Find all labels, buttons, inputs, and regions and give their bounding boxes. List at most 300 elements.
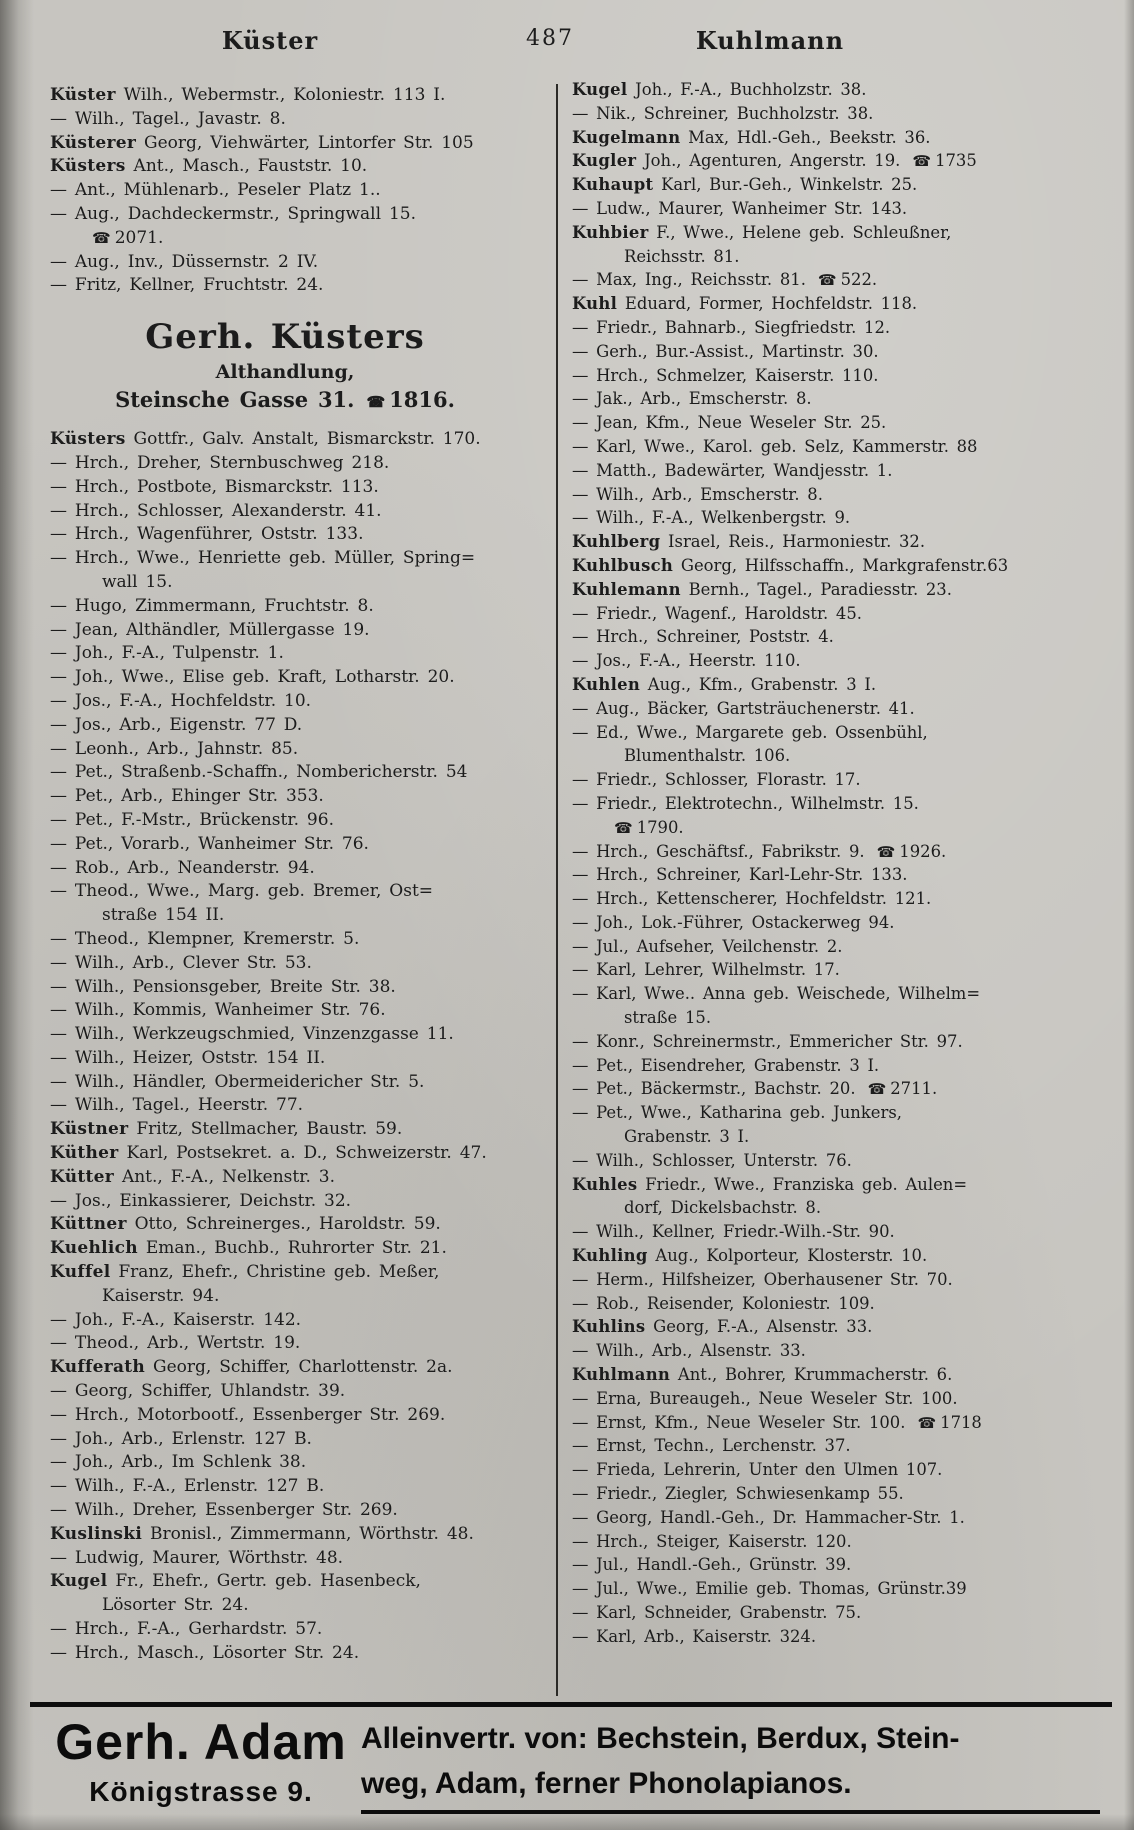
entry-text: F., Wwe., Helene geb. Schleußner, (648, 222, 952, 242)
directory-entry-line (572, 768, 1012, 792)
entry-text: Otto, Schreinerges., Haroldstr. 59. (126, 1214, 441, 1235)
entry-text: Eman., Buchb., Ruhrorter Str. 21. (137, 1238, 447, 1259)
entry-text: Karl, Bur.-Geh., Winkelstr. 25. (653, 175, 918, 195)
directory-entry-line (572, 911, 1012, 935)
directory-entry-line (50, 1547, 520, 1571)
directory-entry-line (50, 1428, 520, 1452)
directory-entry-line (50, 132, 520, 156)
entry-text: — Wilh., Händler, Obermeidericher Str. 5. (50, 1071, 425, 1092)
entry-text: — Hrch., Wwe., Henriette geb. Müller, Spring= (50, 548, 476, 569)
directory-entry-line (572, 221, 1012, 245)
entry-text: — Rob., Arb., Neanderstr. 94. (50, 857, 315, 878)
entry-text: — Ant., Mühlenarb., Peseler Platz 1.. (50, 180, 381, 201)
directory-entry-line (50, 1047, 520, 1071)
column-right (572, 78, 1012, 1649)
entry-text: — Leonh., Arb., Jahnstr. 85. (50, 738, 299, 759)
directory-entry-line (50, 857, 520, 881)
directory-entry-line (50, 642, 520, 666)
entry-text: Fr., Ehefr., Gertr. geb. Hasenbeck, (107, 1571, 421, 1592)
directory-entry-line (50, 428, 520, 452)
header-keyword-left: Küster (221, 26, 319, 55)
entry-text: — Jos., Einkassierer, Deichstr. 32. (50, 1190, 352, 1211)
entry-text: — Hrch., Wagenführer, Oststr. 133. (50, 524, 364, 545)
entry-text: — Hrch., Geschäftsf., Fabrikstr. 9. (572, 841, 865, 861)
entry-text: Max, Hdl.-Geh., Beekstr. 36. (680, 127, 931, 147)
entry-text: Lösorter Str. 24. (102, 1595, 249, 1616)
entry-text: — Hugo, Zimmermann, Fruchtstr. 8. (50, 595, 374, 616)
directory-entry-line (572, 126, 1012, 150)
directory-entry-line (572, 1411, 1012, 1435)
header-keyword-right: Kuhlmann (695, 26, 845, 55)
directory-entry-line (50, 84, 520, 108)
entry-surname: Küttner (50, 1214, 127, 1235)
entry-text: — Pet., Vorarb., Wanheimer Str. 76. (50, 833, 369, 854)
entry-text: — Jos., Arb., Eigenstr. 77 D. (50, 714, 303, 735)
entry-text: — Friedr., Schlosser, Florastr. 17. (572, 770, 861, 790)
entry-text: — Hrch., Steiger, Kaiserstr. 120. (572, 1531, 852, 1551)
entry-surname: Kuslinski (50, 1523, 143, 1544)
directory-entry-line (50, 1523, 520, 1547)
entry-text: — Jul., Aufseher, Veilchenstr. 2. (572, 936, 843, 956)
entry-text: — Ernst, Techn., Lerchenstr. 37. (572, 1436, 851, 1456)
entry-text: — Karl, Schneider, Grabenstr. 75. (572, 1603, 862, 1622)
entry-text: — Wilh., Dreher, Essenberger Str. 269. (50, 1500, 398, 1521)
entry-text: — Aug., Inv., Düssernstr. 2 IV. (50, 251, 319, 272)
entry-text: — Jean, Althändler, Müllergasse 19. (50, 619, 370, 640)
entry-text: Aug., Kolporteur, Klosterstr. 10. (647, 1246, 928, 1266)
entry-text: — Pet., Bäckermstr., Bachstr. 20. (572, 1079, 856, 1099)
phone-icon: ☎ (912, 152, 932, 171)
entry-text: — Jean, Kfm., Neue Weseler Str. 25. (572, 413, 887, 433)
directory-entry-line (572, 721, 1012, 745)
entry-continuation-line (50, 1594, 520, 1618)
entry-surname: Kuhbier (572, 222, 649, 242)
entry-continuation-line (572, 1006, 1012, 1030)
entry-text: Grabenstr. 3 I. (624, 1127, 750, 1147)
phone-number: ☎ 1735 (912, 151, 977, 171)
directory-entry-line (50, 595, 520, 619)
entry-text: — Hrch., Schmelzer, Kaiserstr. 110. (572, 365, 879, 385)
entry-text: Aug., Kfm., Grabenstr. 3 I. (640, 674, 877, 694)
entry-surname: Kugel (572, 80, 628, 99)
inline-ad-subtitle (50, 359, 520, 385)
entry-text: — Hrch., Schlosser, Alexanderstr. 41. (50, 500, 382, 521)
directory-entry-line (50, 1618, 520, 1642)
entry-text: — Rob., Reisender, Koloniestr. 109. (572, 1293, 875, 1313)
directory-entry-line (50, 1071, 520, 1095)
entry-text: — Wilh., Kommis, Wanheimer Str. 76. (50, 1000, 386, 1021)
entry-text: — Wilh., F.-A., Welkenbergstr. 9. (572, 508, 851, 528)
directory-entry-line (572, 1553, 1012, 1577)
entry-text: — Jul., Handl.-Geh., Grünstr. 39. (572, 1555, 852, 1575)
entry-surname: Kuhlbusch (572, 555, 674, 575)
entry-text: — Nik., Schreiner, Buchholzstr. 38. (572, 103, 874, 123)
column-left (50, 84, 520, 1666)
entry-surname: Küsters (50, 156, 126, 177)
entry-surname: Kütter (50, 1166, 115, 1187)
entry-text: — Wilh., Tagel., Heerstr. 77. (50, 1095, 304, 1116)
entry-surname: Kuhlen (572, 674, 641, 694)
entry-text: Ant., Masch., Fauststr. 10. (125, 156, 368, 177)
phone-icon: ☎ (876, 842, 896, 861)
phone-icon: ☎ (867, 1080, 887, 1099)
entry-text: — Hrch., Kettenscherer, Hochfeldstr. 121. (572, 889, 932, 909)
directory-entry-line (50, 999, 520, 1023)
entry-text: — Karl, Arb., Kaiserstr. 324. (572, 1626, 817, 1646)
entry-text: — Wilh., Schlosser, Unterstr. 76. (572, 1150, 852, 1170)
directory-entry-line (50, 785, 520, 809)
directory-entry-line (50, 476, 520, 500)
directory-entry-line (572, 1077, 1012, 1101)
entry-text: Georg, F.-A., Alsenstr. 33. (645, 1317, 873, 1337)
directory-entry-line (50, 1570, 520, 1594)
phone-number: ☎ 522. (817, 270, 878, 290)
directory-entry-line (572, 1530, 1012, 1554)
entry-continuation-line (572, 744, 1012, 768)
phone-icon: ☎ (366, 393, 386, 412)
entry-text: — Theod., Arb., Wertstr. 19. (50, 1333, 301, 1354)
entry-text: Gottfr., Galv. Anstalt, Bismarckstr. 170. (125, 429, 481, 450)
entry-text: — Ed., Wwe., Margarete geb. Ossenbühl, (572, 722, 928, 742)
page-edge-bottom-shadow (0, 1814, 1134, 1830)
directory-entry-line (50, 809, 520, 833)
entry-surname: Kuhaupt (572, 175, 654, 195)
directory-entry-line (50, 1118, 520, 1142)
entry-surname: Kugler (572, 151, 637, 171)
phone-line (572, 816, 1012, 840)
footer-ad-address: Königstrasse 9. (89, 1776, 313, 1807)
entry-text: Georg, Viehwärter, Lintorfer Str. 105 (136, 132, 474, 153)
entry-text: Bernh., Tagel., Paradiesstr. 23. (680, 579, 952, 599)
footer-ad-left-block (55, 1716, 347, 1814)
entry-surname: Küstner (50, 1119, 129, 1140)
directory-entry-line (572, 840, 1012, 864)
entry-text: Eduard, Former, Hochfeldstr. 118. (617, 294, 918, 314)
directory-entry-line (50, 452, 520, 476)
inline-ad-title (50, 315, 520, 359)
entry-text: Friedr., Wwe., Franziska geb. Aulen= (637, 1174, 968, 1194)
directory-entry-line (572, 1268, 1012, 1292)
phone-line (50, 227, 520, 251)
entry-text: — Friedr., Bahnarb., Siegfriedstr. 12. (572, 317, 891, 337)
entry-text: — Fritz, Kellner, Fruchtstr. 24. (50, 275, 324, 296)
entry-text: — Erna, Bureaugeh., Neue Weseler Str. 100. (572, 1388, 958, 1408)
entry-surname: Kugelmann (572, 127, 681, 147)
entry-continuation-line (572, 1196, 1012, 1220)
entry-text: — Hrch., Postbote, Bismarckstr. 113. (50, 476, 379, 497)
entry-continuation-line (50, 904, 520, 928)
line-spacer (50, 298, 520, 311)
entry-text: — Karl, Lehrer, Wilhelmstr. 17. (572, 960, 840, 980)
directory-entry-line (50, 500, 520, 524)
directory-entry-line (50, 1190, 520, 1214)
directory-entry-line (50, 203, 520, 227)
entry-text: — Hrch., Schreiner, Poststr. 4. (572, 627, 834, 647)
entry-surname: Kuhlins (572, 1317, 646, 1337)
directory-entry-line (572, 340, 1012, 364)
entry-text: — Pet., Wwe., Katharina geb. Junkers, (572, 1103, 902, 1123)
entry-text: — Friedr., Elektrotechn., Wilhelmstr. 15. (572, 793, 919, 813)
directory-entry-line (50, 928, 520, 952)
directory-entry-line (572, 578, 1012, 602)
entry-text: — Theod., Klempner, Kremerstr. 5. (50, 928, 360, 949)
phone-icon: ☎ (817, 271, 837, 290)
entry-text: Fritz, Stellmacher, Baustr. 59. (128, 1119, 403, 1140)
line-spacer (50, 415, 520, 428)
directory-entry-line (572, 1363, 1012, 1387)
entry-text: — Ludwig, Maurer, Wörthstr. 48. (50, 1547, 344, 1568)
directory-entry-line (572, 78, 1012, 102)
directory-entry-line (50, 952, 520, 976)
directory-entry-line (572, 1506, 1012, 1530)
footer-rule (30, 1702, 1112, 1707)
entry-surname: Küsters (50, 429, 126, 450)
entry-text: Ant., Bohrer, Krummacherstr. 6. (670, 1365, 953, 1385)
entry-text: — Jos., F.-A., Hochfeldstr. 10. (50, 690, 312, 711)
entry-text: — Jul., Wwe., Emilie geb. Thomas, Grünstr.39 (572, 1579, 967, 1599)
directory-entry-line (50, 274, 520, 298)
entry-text: straße 15. (624, 1008, 712, 1028)
directory-entry-line (572, 887, 1012, 911)
directory-entry-line (572, 625, 1012, 649)
directory-entry-line (572, 1220, 1012, 1244)
entry-text: — Joh., Arb., Erlenstr. 127 B. (50, 1428, 312, 1449)
directory-entry-line (572, 1434, 1012, 1458)
entry-text: Steinsche Gasse 31. (115, 387, 355, 413)
entry-surname: Kugel (50, 1571, 108, 1592)
entry-continuation-line (50, 1285, 520, 1309)
directory-entry-line (572, 1625, 1012, 1649)
entry-text: — Aug., Dachdeckermstr., Springwall 15. (50, 203, 416, 224)
page-edge-left-shadow (0, 0, 34, 1830)
directory-entry-line (50, 1261, 520, 1285)
directory-entry-line (50, 1451, 520, 1475)
inline-ad-address (50, 385, 520, 415)
directory-entry-line (50, 1380, 520, 1404)
entry-surname: Küsterer (50, 132, 137, 153)
directory-entry-line (50, 880, 520, 904)
page-edge-right-shadow (1124, 0, 1134, 1830)
entry-text: — Aug., Bäcker, Gartsträuchenerstr. 41. (572, 698, 915, 718)
entry-text: — Frieda, Lehrerin, Unter den Ulmen 107. (572, 1460, 943, 1480)
entry-text: Georg, Schiffer, Charlottenstr. 2a. (145, 1357, 453, 1378)
entry-text: — Herm., Hilfsheizer, Oberhausener Str. 70. (572, 1269, 953, 1289)
directory-entry-line (50, 251, 520, 275)
directory-entry-line (50, 1309, 520, 1333)
entry-text: Joh., F.-A., Buchholzstr. 38. (627, 80, 867, 99)
directory-entry-line (572, 459, 1012, 483)
directory-entry-line (572, 982, 1012, 1006)
directory-entry-line (572, 530, 1012, 554)
entry-text: — Hrch., Masch., Lösorter Str. 24. (50, 1642, 360, 1663)
directory-entry-line (572, 673, 1012, 697)
directory-entry-line (572, 1030, 1012, 1054)
directory-entry-line (572, 1244, 1012, 1268)
directory-entry-line (572, 649, 1012, 673)
entry-text: Wilh., Webermstr., Koloniestr. 113 I. (115, 85, 446, 105)
directory-entry-line (572, 1149, 1012, 1173)
entry-text: — Max, Ing., Reichsstr. 81. (572, 270, 806, 290)
entry-text: — Pet., Eisendreher, Grabenstr. 3 I. (572, 1055, 880, 1075)
directory-entry-line (50, 666, 520, 690)
entry-text: — Theod., Wwe., Marg. geb. Bremer, Ost= (50, 881, 434, 902)
directory-entry-line (572, 435, 1012, 459)
footer-ad-line1: Alleinvertr. von: Bechstein, Berdux, Stein- (361, 1722, 960, 1755)
entry-continuation-line (572, 245, 1012, 269)
directory-entry-line (572, 1339, 1012, 1363)
directory-entry-line (50, 761, 520, 785)
entry-surname: Kuehlich (50, 1238, 138, 1259)
entry-text: — Wilh., Arb., Emscherstr. 8. (572, 484, 823, 504)
directory-entry-line (50, 1142, 520, 1166)
directory-entry-line (572, 173, 1012, 197)
entry-text: wall 15. (102, 571, 173, 592)
directory-entry-line (50, 108, 520, 132)
entry-text: — Joh., Arb., Im Schlenk 38. (50, 1452, 307, 1473)
directory-entry-line (50, 619, 520, 643)
directory-entry-line (50, 155, 520, 179)
entry-text: Reichsstr. 81. (624, 246, 740, 266)
entry-text: — Pet., F.-Mstr., Brückenstr. 96. (50, 809, 334, 830)
entry-text: — Georg, Schiffer, Uhlandstr. 39. (50, 1381, 346, 1402)
entry-text: — Joh., Wwe., Elise geb. Kraft, Lotharstr. 20. (50, 667, 455, 688)
entry-text: — Gerh., Bur.-Assist., Martinstr. 30. (572, 341, 879, 361)
directory-entry-line (572, 602, 1012, 626)
directory-entry-line (572, 1101, 1012, 1125)
directory-entry-line (572, 1315, 1012, 1339)
entry-text: — Ludw., Maurer, Wanheimer Str. 143. (572, 198, 908, 218)
entry-text: — Hrch., F.-A., Gerhardstr. 57. (50, 1619, 323, 1640)
entry-text: dorf, Dickelsbachstr. 8. (624, 1198, 822, 1218)
entry-text: — Ernst, Kfm., Neue Weseler Str. 100. (572, 1412, 906, 1432)
directory-entry-line (572, 483, 1012, 507)
directory-entry-line (50, 1404, 520, 1428)
entry-text: — Jos., F.-A., Heerstr. 110. (572, 651, 801, 671)
footer-ad-name: Gerh. Adam (55, 1714, 347, 1770)
entry-surname: Kuhlmann (572, 1365, 671, 1385)
entry-text: — Karl, Wwe., Karol. geb. Selz, Kammerstr. 88 (572, 436, 978, 456)
directory-entry-line (572, 1601, 1012, 1625)
directory-entry-line (50, 1332, 520, 1356)
directory-entry-line (50, 179, 520, 203)
directory-entry-line (50, 1475, 520, 1499)
entry-surname: Kuhlemann (572, 579, 681, 599)
directory-entry-line (572, 268, 1012, 292)
entry-text: — Hrch., Dreher, Sternbuschweg 218. (50, 452, 390, 473)
entry-surname: Kufferath (50, 1357, 146, 1378)
entry-text: — Wilh., Werkzeugschmied, Vinzenzgasse 11. (50, 1024, 454, 1045)
entry-text: — Pet., Arb., Ehinger Str. 353. (50, 786, 324, 807)
directory-entry-line (50, 1356, 520, 1380)
entry-text: — Georg, Handl.-Geh., Dr. Hammacher-Str. 1. (572, 1507, 965, 1527)
phone-number: ☎ 1718 (917, 1412, 982, 1432)
phone-number: ☎ 1926. (876, 841, 947, 861)
entry-continuation-line (572, 1125, 1012, 1149)
entry-surname: Kuffel (50, 1262, 111, 1283)
entry-text: — Hrch., Motorbootf., Essenberger Str. 269. (50, 1404, 446, 1425)
entry-text: — Wilh., Tagel., Javastr. 8. (50, 108, 286, 129)
entry-text: — Wilh., Heizer, Oststr. 154 II. (50, 1047, 326, 1068)
directory-entry-line (572, 1458, 1012, 1482)
entry-text: — Karl, Wwe.. Anna geb. Weischede, Wilhelm= (572, 984, 981, 1004)
column-divider-rule (556, 84, 558, 1696)
entry-surname: Küther (50, 1143, 119, 1164)
entry-text: — Wilh., Kellner, Friedr.-Wilh.-Str. 90. (572, 1222, 895, 1242)
entry-text: Georg, Hilfsschaffn., Markgrafenstr.63 (673, 555, 1009, 575)
entry-text: Franz, Ehefr., Christine geb. Meßer, (110, 1262, 440, 1283)
page-number: 487 (526, 26, 574, 51)
entry-text: Blumenthalstr. 106. (624, 746, 791, 766)
phone-number: ☎ 1816. (366, 387, 455, 413)
directory-entry-line (572, 506, 1012, 530)
phone-number: ☎ 2071. (92, 227, 164, 248)
page-header (0, 26, 1134, 70)
directory-entry-line (50, 1642, 520, 1666)
entry-surname: Küster (50, 85, 116, 105)
entry-text: Karl, Postsekret. a. D., Schweizerstr. 47. (118, 1143, 487, 1164)
entry-text: — Joh., Lok.-Führer, Ostackerweg 94. (572, 912, 895, 932)
directory-entry-line (50, 976, 520, 1000)
entry-text: Israel, Reis., Harmoniestr. 32. (660, 532, 926, 552)
directory-entry-line (572, 697, 1012, 721)
entry-text: — Pet., Straßenb.-Schaffn., Nombericherstr. 54 (50, 762, 468, 783)
directory-entry-line (572, 387, 1012, 411)
directory-entry-line (572, 102, 1012, 126)
directory-entry-line (572, 364, 1012, 388)
phone-icon: ☎ (92, 228, 111, 247)
entry-text: — Wilh., Arb., Clever Str. 53. (50, 952, 312, 973)
directory-entry-line (50, 1499, 520, 1523)
directory-entry-line (50, 1237, 520, 1261)
entry-surname: Kuhles (572, 1174, 638, 1194)
directory-entry-line (572, 792, 1012, 816)
entry-text: — Jak., Arb., Emscherstr. 8. (572, 389, 812, 409)
directory-entry-line (572, 1054, 1012, 1078)
directory-entry-line (50, 1023, 520, 1047)
directory-entry-line (50, 1094, 520, 1118)
entry-text: Althandlung, (215, 361, 355, 384)
directory-entry-line (50, 1166, 520, 1190)
entry-text: — Joh., F.-A., Tulpenstr. 1. (50, 643, 284, 664)
directory-entry-line (572, 1173, 1012, 1197)
entry-text: — Joh., F.-A., Kaiserstr. 142. (50, 1309, 302, 1330)
entry-text: — Hrch., Schreiner, Karl-Lehr-Str. 133. (572, 865, 908, 885)
entry-surname: Kuhlberg (572, 532, 661, 552)
phone-icon: ☎ (614, 818, 633, 837)
directory-entry-line (572, 292, 1012, 316)
entry-text: Ant., F.-A., Nelkenstr. 3. (114, 1166, 336, 1187)
phone-number: ☎ 2711. (867, 1079, 938, 1099)
phone-number: ☎ 1790. (614, 817, 684, 837)
footer-ad-right-block (347, 1716, 1100, 1814)
entry-text: — Wilh., Arb., Alsenstr. 33. (572, 1341, 806, 1361)
entry-text: — Matth., Badewärter, Wandjesstr. 1. (572, 460, 893, 480)
directory-entry-line (50, 738, 520, 762)
directory-entry-line (50, 547, 520, 571)
directory-entry-line (572, 1577, 1012, 1601)
directory-entry-line (50, 1213, 520, 1237)
directory-entry-line (50, 833, 520, 857)
directory-entry-line (572, 554, 1012, 578)
directory-entry-line (572, 197, 1012, 221)
entry-text: — Wilh., Pensionsgeber, Breite Str. 38. (50, 976, 396, 997)
entry-text: — Friedr., Wagenf., Haroldstr. 45. (572, 603, 862, 623)
directory-entry-line (572, 1387, 1012, 1411)
directory-entry-line (572, 316, 1012, 340)
entry-text: — Wilh., F.-A., Erlenstr. 127 B. (50, 1476, 325, 1497)
directory-entry-line (572, 1482, 1012, 1506)
entry-text: — Friedr., Ziegler, Schwiesenkamp 55. (572, 1484, 904, 1504)
